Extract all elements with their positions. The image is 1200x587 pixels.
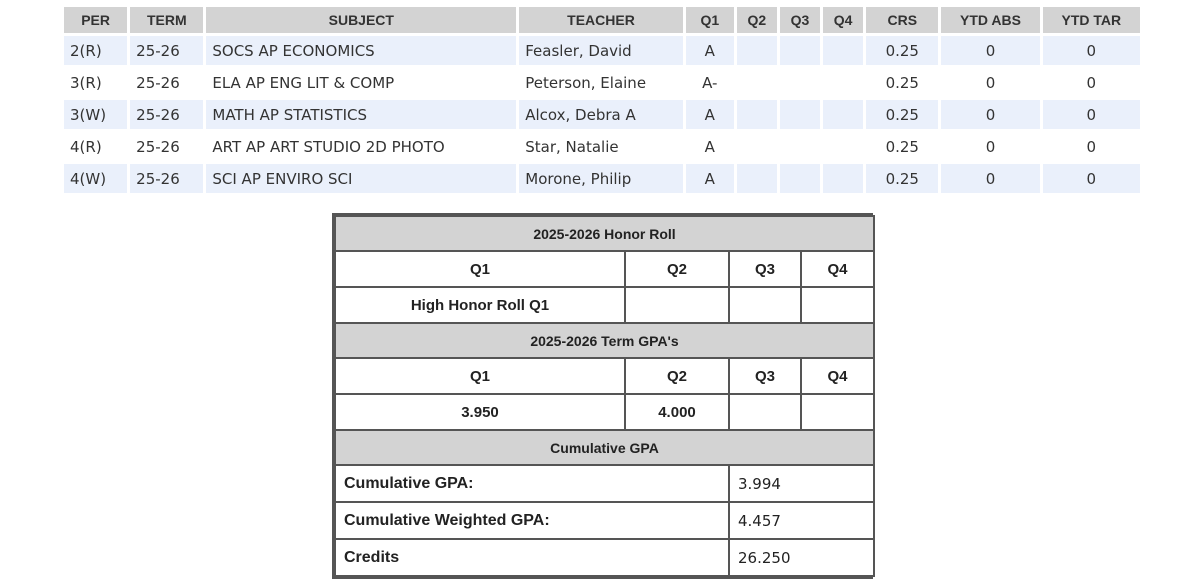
column-header-per[interactable]: PER — [64, 7, 127, 33]
term-cell: 25-26 — [130, 68, 203, 97]
q3-grade-cell — [780, 68, 820, 97]
subject-cell: SOCS AP ECONOMICS — [206, 36, 516, 65]
teacher-cell: Peterson, Elaine — [519, 68, 682, 97]
table-row — [64, 68, 1140, 97]
credits-cell: 0.25 — [866, 100, 938, 129]
honor-roll-q3-value — [730, 288, 800, 322]
honor-roll-title-row — [336, 217, 873, 250]
q4-grade-cell — [823, 132, 863, 161]
credits-row — [336, 540, 873, 575]
honor-roll-quarter-row — [336, 252, 873, 286]
period-cell: 4(R) — [64, 132, 127, 161]
term-gpa-title-row — [336, 324, 873, 357]
absences-cell: 0 — [941, 132, 1039, 161]
q2-grade-cell — [737, 36, 777, 65]
column-header-crs[interactable]: CRS — [866, 7, 938, 33]
table-row — [64, 100, 1140, 129]
period-cell: 3(R) — [64, 68, 127, 97]
q3-grade-cell — [780, 164, 820, 193]
honor-roll-q2-value — [626, 288, 728, 322]
q4-grade-cell — [823, 36, 863, 65]
absences-cell: 0 — [941, 68, 1039, 97]
credits-value: 26.250 — [730, 540, 873, 575]
absences-cell: 0 — [941, 164, 1039, 193]
cumulative-title-row — [336, 431, 873, 464]
credits-cell: 0.25 — [866, 36, 938, 65]
cumulative-weighted-gpa-row — [336, 503, 873, 538]
term-cell: 25-26 — [130, 36, 203, 65]
q1-grade-cell[interactable]: A- — [686, 68, 734, 97]
q4-grade-cell — [823, 164, 863, 193]
cumulative-gpa-label: Cumulative GPA: — [336, 466, 728, 501]
q2-grade-cell — [737, 68, 777, 97]
honor-roll-q1-header: Q1 — [336, 252, 624, 286]
column-header-q1[interactable]: Q1 — [686, 7, 734, 33]
term-cell: 25-26 — [130, 132, 203, 161]
table-row — [64, 36, 1140, 65]
cumulative-gpa-row — [336, 466, 873, 501]
table-row — [64, 132, 1140, 161]
q3-grade-cell — [780, 36, 820, 65]
term-gpa-q2-value: 4.000 — [626, 395, 728, 429]
term-gpa-q2-header: Q2 — [626, 359, 728, 393]
period-cell: 2(R) — [64, 36, 127, 65]
gpa-summary-table — [334, 215, 875, 577]
column-header-ytd-tar[interactable]: YTD TAR — [1043, 7, 1140, 33]
gpa-summary-box — [332, 213, 873, 579]
credits-label: Credits — [336, 540, 728, 575]
tardies-cell: 0 — [1043, 164, 1140, 193]
tardies-cell: 0 — [1043, 132, 1140, 161]
table-row — [64, 164, 1140, 193]
q3-grade-cell — [780, 100, 820, 129]
column-header-ytd-abs[interactable]: YTD ABS — [941, 7, 1039, 33]
term-gpa-q3-value — [730, 395, 800, 429]
term-gpa-q4-value — [802, 395, 873, 429]
term-gpa-q3-header: Q3 — [730, 359, 800, 393]
credits-cell: 0.25 — [866, 132, 938, 161]
subject-cell: SCI AP ENVIRO SCI — [206, 164, 516, 193]
absences-cell: 0 — [941, 36, 1039, 65]
term-gpa-title: 2025-2026 Term GPA's — [336, 324, 873, 357]
tardies-cell: 0 — [1043, 36, 1140, 65]
term-cell: 25-26 — [130, 164, 203, 193]
subject-cell: MATH AP STATISTICS — [206, 100, 516, 129]
q2-grade-cell — [737, 132, 777, 161]
tardies-cell: 0 — [1043, 68, 1140, 97]
term-gpa-q1-value: 3.950 — [336, 395, 624, 429]
honor-roll-value-row — [336, 288, 873, 322]
teacher-cell: Feasler, David — [519, 36, 682, 65]
column-header-teacher[interactable]: TEACHER — [519, 7, 682, 33]
cumulative-gpa-value: 3.994 — [730, 466, 873, 501]
cumulative-weighted-gpa-label: Cumulative Weighted GPA: — [336, 503, 728, 538]
q2-grade-cell — [737, 100, 777, 129]
term-gpa-quarter-row — [336, 359, 873, 393]
honor-roll-q2-header: Q2 — [626, 252, 728, 286]
teacher-cell: Star, Natalie — [519, 132, 682, 161]
term-cell: 25-26 — [130, 100, 203, 129]
term-gpa-value-row — [336, 395, 873, 429]
class-schedule-table — [61, 4, 1143, 196]
term-gpa-q4-header: Q4 — [802, 359, 873, 393]
q1-grade-cell[interactable]: A — [686, 132, 734, 161]
q4-grade-cell — [823, 100, 863, 129]
q1-grade-cell[interactable]: A — [686, 164, 734, 193]
cumulative-gpa-title: Cumulative GPA — [336, 431, 873, 464]
q4-grade-cell — [823, 68, 863, 97]
q3-grade-cell — [780, 132, 820, 161]
column-header-term[interactable]: TERM — [130, 7, 203, 33]
column-header-q2[interactable]: Q2 — [737, 7, 777, 33]
teacher-cell: Morone, Philip — [519, 164, 682, 193]
column-header-subject[interactable]: SUBJECT — [206, 7, 516, 33]
period-cell: 4(W) — [64, 164, 127, 193]
tardies-cell: 0 — [1043, 100, 1140, 129]
absences-cell: 0 — [941, 100, 1039, 129]
credits-cell: 0.25 — [866, 68, 938, 97]
honor-roll-q4-header: Q4 — [802, 252, 873, 286]
honor-roll-title: 2025-2026 Honor Roll — [336, 217, 873, 250]
schedule-header-row — [64, 7, 1140, 33]
term-gpa-q1-header: Q1 — [336, 359, 624, 393]
q1-grade-cell[interactable]: A — [686, 36, 734, 65]
column-header-q4[interactable]: Q4 — [823, 7, 863, 33]
period-cell: 3(W) — [64, 100, 127, 129]
credits-cell: 0.25 — [866, 164, 938, 193]
honor-roll-q1-value: High Honor Roll Q1 — [336, 288, 624, 322]
q2-grade-cell — [737, 164, 777, 193]
cumulative-weighted-gpa-value: 4.457 — [730, 503, 873, 538]
teacher-cell: Alcox, Debra A — [519, 100, 682, 129]
subject-cell: ART AP ART STUDIO 2D PHOTO — [206, 132, 516, 161]
subject-cell: ELA AP ENG LIT & COMP — [206, 68, 516, 97]
honor-roll-q4-value — [802, 288, 873, 322]
honor-roll-q3-header: Q3 — [730, 252, 800, 286]
column-header-q3[interactable]: Q3 — [780, 7, 820, 33]
q1-grade-cell[interactable]: A — [686, 100, 734, 129]
